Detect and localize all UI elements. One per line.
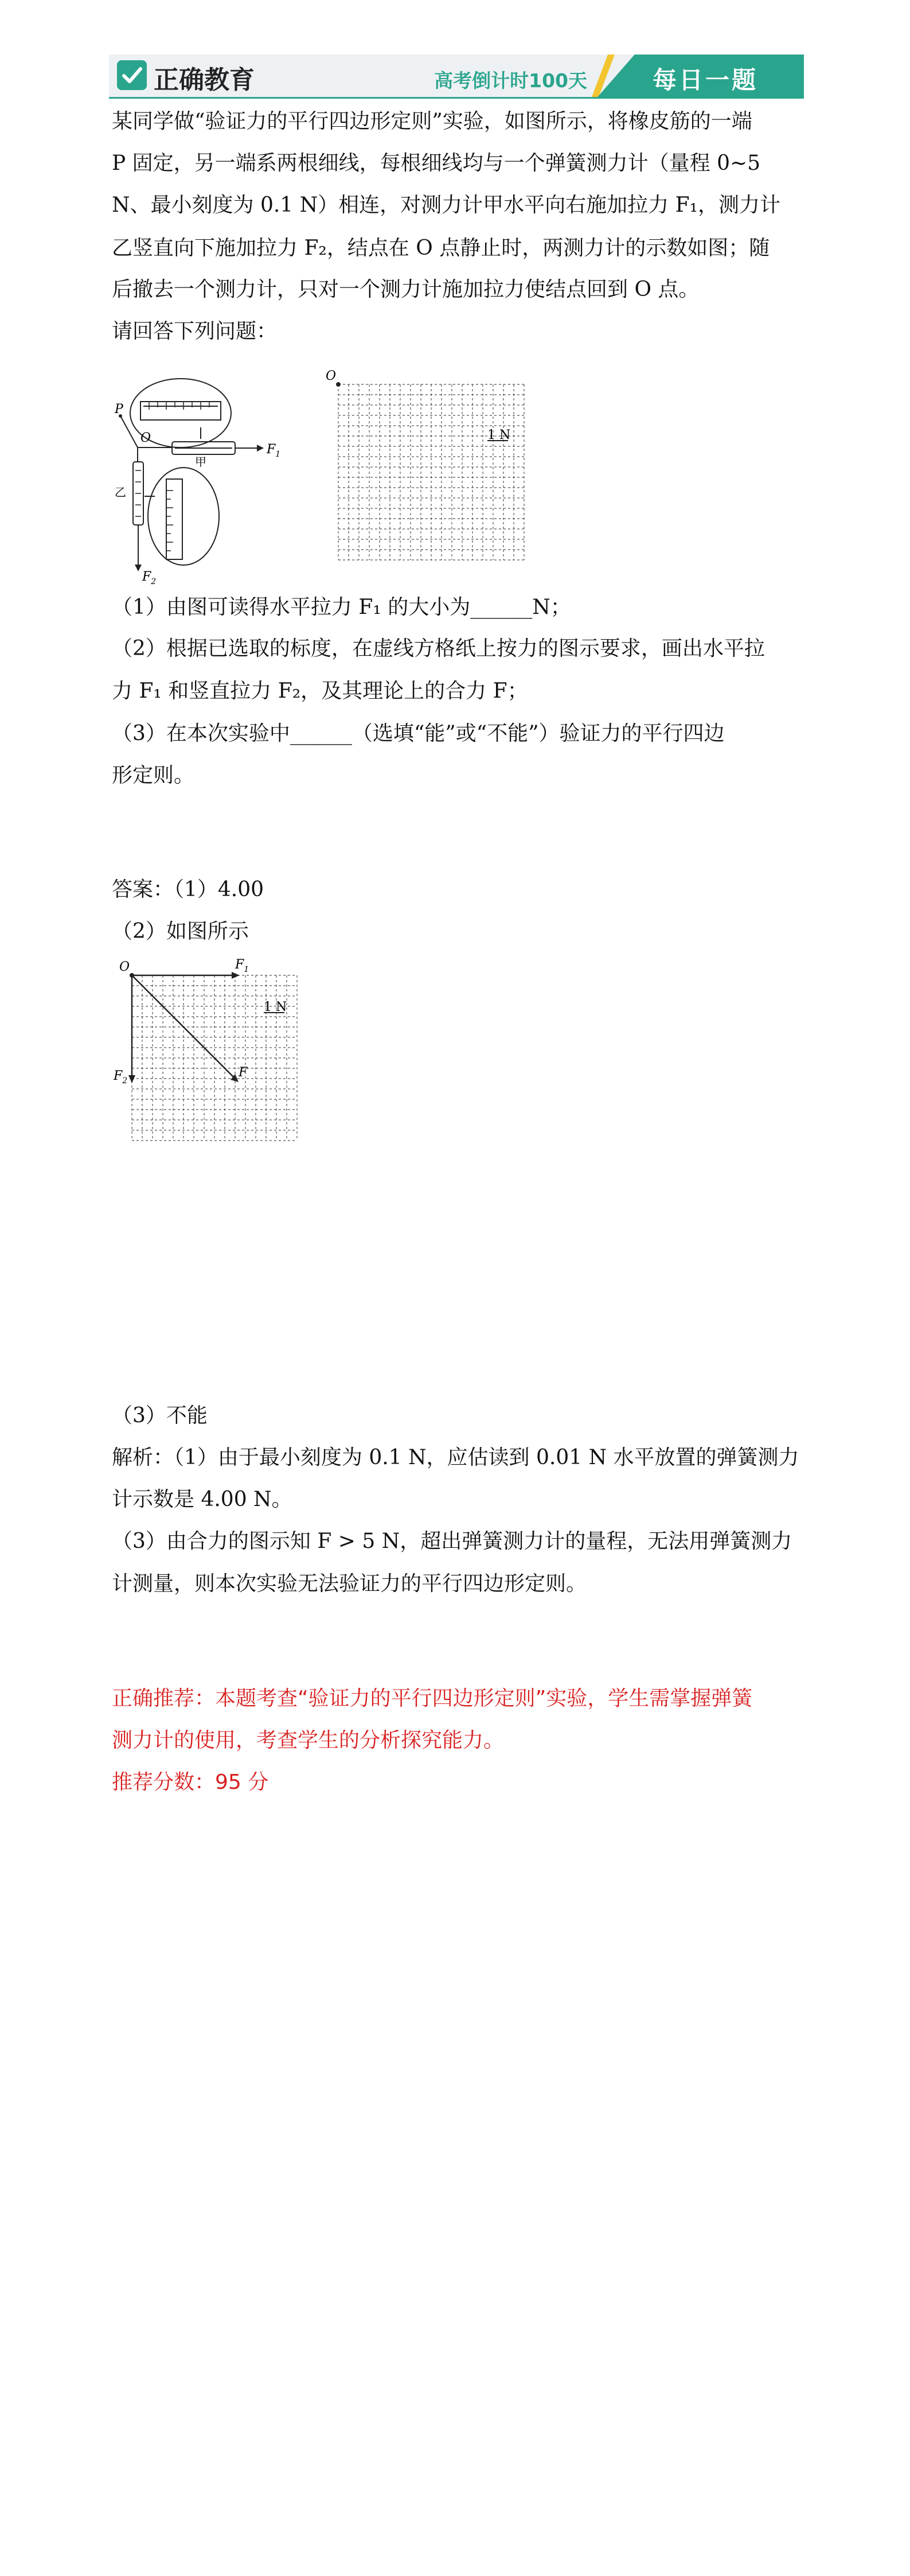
- analysis-line-3: （3）由合力的图示知 F > 5 N，超出弹簧测力计的量程，无法用弹簧测力: [112, 1530, 792, 1553]
- stem-line-6: 请回答下列问题：: [112, 320, 278, 343]
- answer-line-1: 答案：（1）4.00: [112, 878, 264, 901]
- label-scale-answer: 1 N: [264, 1000, 287, 1014]
- apparatus-figure: [109, 367, 304, 585]
- part-1: （1）由图可读得水平拉力 F₁ 的大小为______N；: [112, 596, 571, 619]
- label-scale: 1 N: [487, 428, 511, 442]
- part-2-line-1: （2）根据已选取的标度，在虚线方格纸上按力的图示要求，画出水平拉: [112, 637, 765, 660]
- label-F2-answer: $F_2$: [114, 1069, 128, 1085]
- label-F2: $F_2$: [142, 570, 157, 585]
- stem-line-2: P 固定，另一端系两根细线，每根细线均与一个弹簧测力计（量程 0~5: [112, 151, 761, 175]
- stem-line-3: N、最小刻度为 0.1 N）相连，对测力计甲水平向右施加拉力 F₁，测力计: [112, 193, 780, 217]
- analysis-line-4: 计测量，则本次实验无法验证力的平行四边形定则。: [112, 1572, 587, 1596]
- label-O: O: [140, 431, 151, 445]
- daily-question-label: 每日一题: [652, 66, 758, 94]
- label-P: P: [115, 402, 123, 417]
- answer-line-3: （3）不能: [112, 1404, 208, 1427]
- recommend-line-1: 正确推荐：本题考查“验证力的平行四边形定则”实验，学生需掌握弹簧: [112, 1687, 753, 1710]
- label-F1: $F_1$: [267, 442, 281, 459]
- stem-line-5: 后撤去一个测力计，只对一个测力计施加拉力使结点回到 O 点。: [112, 278, 700, 301]
- arrowhead-F2: [135, 565, 142, 571]
- part-2-line-2: 力 F₁ 和竖直拉力 F₂，及其理论上的合力 F；: [112, 679, 528, 703]
- point-O: [336, 382, 341, 387]
- empty-grid-figure: [321, 367, 539, 579]
- part-3-line-2: 形定则。: [112, 764, 195, 787]
- label-jia: 甲: [195, 455, 206, 469]
- recommend-line-2: 测力计的使用，考查学生的分析探究能力。: [112, 1729, 505, 1752]
- stem-line-1: 某同学做“验证力的平行四边形定则”实验，如图所示，将橡皮筋的一端: [112, 110, 752, 133]
- label-O-answer: O: [119, 960, 130, 974]
- analysis-line-1: 解析：（1）由于最小刻度为 0.1 N，应估读到 0.01 N 水平放置的弹簧测力: [112, 1446, 799, 1469]
- check-icon: [117, 60, 147, 90]
- rubber-band: [120, 416, 138, 448]
- answer-grid-figure: [109, 958, 327, 1165]
- answer-line-2: （2）如图所示: [112, 920, 249, 943]
- analysis-line-2: 计示数是 4.00 N。: [112, 1488, 292, 1511]
- part-3-line-1: （3）在本次实验中______（选填“能”或“不能”）验证力的平行四边: [112, 722, 725, 745]
- header-banner: [109, 55, 804, 99]
- recommend-score: 推荐分数：95 分: [112, 1770, 269, 1794]
- label-O-grid: O: [326, 369, 337, 383]
- stem-line-4: 乙竖直向下施加拉力 F₂，结点在 O 点静止时，两测力计的示数如图；随: [112, 236, 770, 260]
- arrowhead-F1: [257, 445, 264, 452]
- countdown-text: 高考倒计时100天: [434, 69, 587, 92]
- brand-name: 正确教育: [154, 65, 255, 95]
- label-F-answer: F: [239, 1065, 248, 1080]
- label-F1-answer: $F_1$: [235, 958, 249, 974]
- label-yi: 乙: [115, 485, 126, 499]
